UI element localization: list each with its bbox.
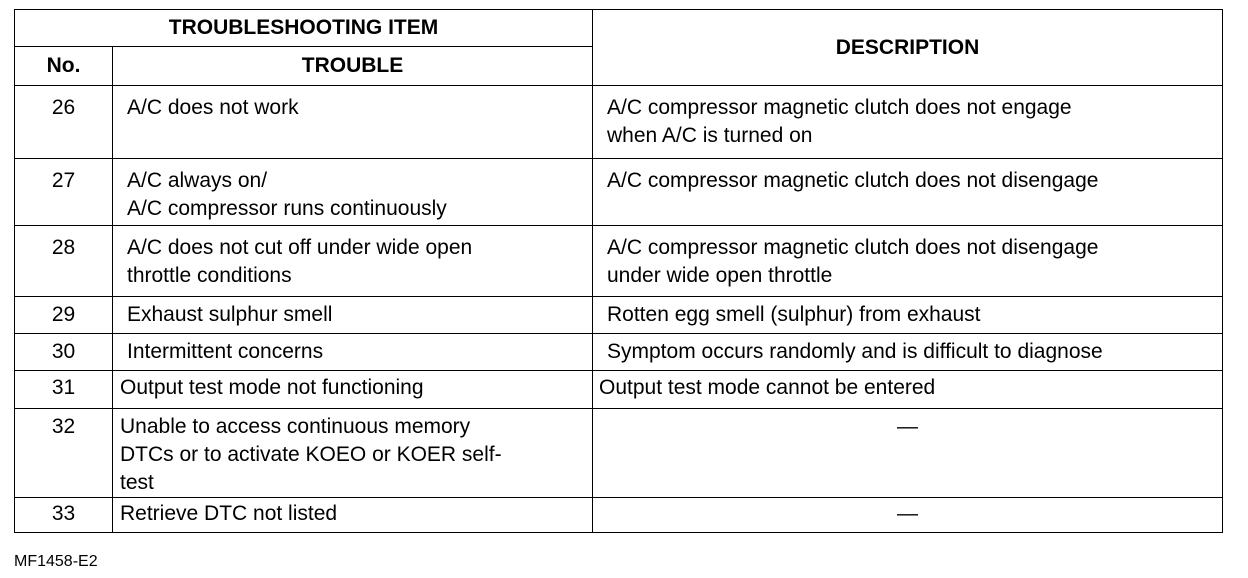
row-number: 31 bbox=[15, 371, 113, 409]
description-line: Symptom occurs randomly and is difficult to diagnose bbox=[607, 340, 1103, 363]
table-body bbox=[15, 86, 1223, 533]
description-cell bbox=[593, 371, 1223, 409]
figure-code: MF1458-E2 bbox=[14, 553, 98, 570]
table-row bbox=[15, 371, 1223, 409]
row-number: 27 bbox=[15, 159, 113, 226]
header-trouble: TROUBLE bbox=[113, 47, 593, 86]
description-cell bbox=[593, 86, 1223, 159]
description-line: when A/C is turned on bbox=[607, 124, 813, 147]
trouble-cell bbox=[113, 498, 593, 533]
trouble-line: Retrieve DTC not listed bbox=[120, 502, 338, 525]
description-cell bbox=[593, 159, 1223, 226]
troubleshooting-table bbox=[14, 9, 1223, 533]
trouble-cell bbox=[113, 226, 593, 297]
table-row bbox=[15, 159, 1223, 226]
row-number: 26 bbox=[15, 86, 113, 159]
trouble-line: Exhaust sulphur smell bbox=[127, 303, 333, 326]
row-number: 33 bbox=[15, 498, 113, 533]
table-row bbox=[15, 334, 1223, 371]
description-line: Output test mode cannot be entered bbox=[599, 376, 936, 399]
trouble-line: Output test mode not functioning bbox=[120, 376, 424, 399]
trouble-cell bbox=[113, 86, 593, 159]
description-cell bbox=[593, 498, 1223, 533]
table-row bbox=[15, 86, 1223, 159]
description-cell bbox=[593, 297, 1223, 334]
trouble-line: A/C does not work bbox=[127, 96, 299, 119]
row-number: 28 bbox=[15, 226, 113, 297]
description-line: Rotten egg smell (sulphur) from exhaust bbox=[607, 303, 981, 326]
trouble-line: A/C does not cut off under wide open bbox=[127, 236, 473, 259]
trouble-cell bbox=[113, 409, 593, 498]
trouble-cell bbox=[113, 371, 593, 409]
description-cell bbox=[593, 334, 1223, 371]
row-number: 30 bbox=[15, 334, 113, 371]
row-number: 32 bbox=[15, 409, 113, 498]
table-row bbox=[15, 498, 1223, 533]
header-troubleshooting-item: TROUBLESHOOTING ITEM bbox=[15, 10, 593, 47]
description-line: A/C compressor magnetic clutch does not disengage bbox=[607, 169, 1099, 192]
table-row bbox=[15, 226, 1223, 297]
description-line: A/C compressor magnetic clutch does not disengage bbox=[607, 236, 1099, 259]
description-line: — bbox=[897, 415, 918, 438]
trouble-line: Intermittent concerns bbox=[127, 340, 324, 363]
header-description: DESCRIPTION bbox=[593, 10, 1223, 86]
description-line: A/C compressor magnetic clutch does not engage bbox=[607, 96, 1072, 119]
trouble-line: test bbox=[120, 471, 154, 494]
table-row bbox=[15, 297, 1223, 334]
trouble-line: Unable to access continuous memory bbox=[120, 415, 471, 438]
trouble-line: A/C compressor runs continuously bbox=[127, 197, 447, 220]
description-line: under wide open throttle bbox=[607, 264, 833, 287]
row-number: 29 bbox=[15, 297, 113, 334]
trouble-line: A/C always on/ bbox=[127, 169, 268, 192]
trouble-line: throttle conditions bbox=[127, 264, 292, 287]
trouble-cell bbox=[113, 297, 593, 334]
description-cell bbox=[593, 409, 1223, 498]
trouble-cell bbox=[113, 159, 593, 226]
trouble-line: DTCs or to activate KOEO or KOER self- bbox=[120, 443, 502, 466]
description-cell bbox=[593, 226, 1223, 297]
trouble-cell bbox=[113, 334, 593, 371]
table-row bbox=[15, 409, 1223, 498]
description-line: — bbox=[897, 502, 918, 525]
header-no: No. bbox=[15, 47, 113, 86]
